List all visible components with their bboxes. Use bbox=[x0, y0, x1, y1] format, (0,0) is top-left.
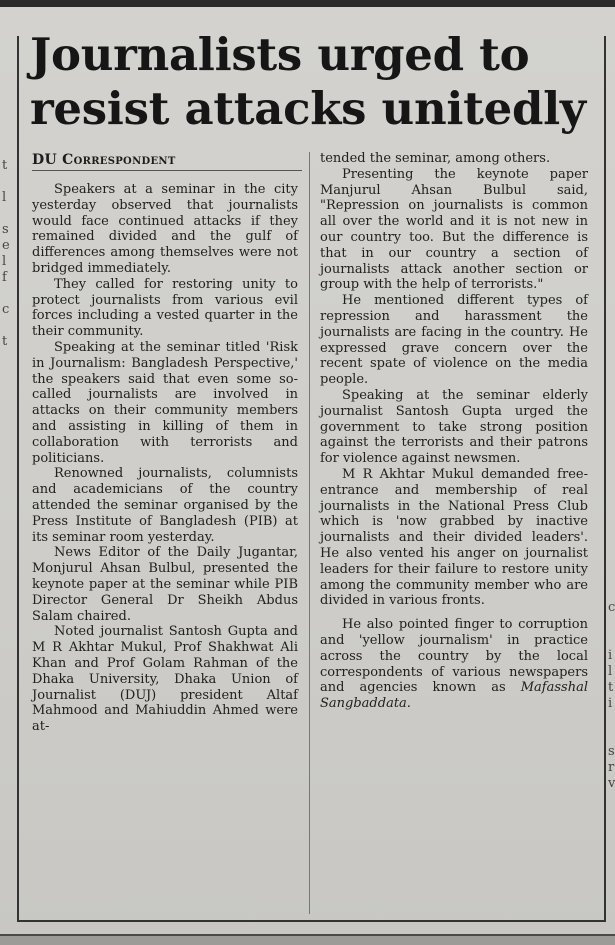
top-rule bbox=[0, 0, 615, 7]
frame-right-rule bbox=[604, 36, 606, 922]
paragraph: They called for restoring unity to protect journalists from various evil forces including a vested quarter in the their community. bbox=[32, 276, 298, 340]
paragraph-continuation: tended the seminar, among others. bbox=[320, 151, 551, 166]
paragraph: Speaking at the seminar elderly journalist Santosh Gupta urged the government to take strong position against the terrorists and their patrons for violence against newsmen. bbox=[320, 387, 588, 467]
paragraph: News Editor of the Daily Jugantar, Monjurul Ahsan Bulbul, presented the keynote paper at the seminar while PIB Director General Dr Sheikh Abdus Salam chaired. bbox=[32, 545, 298, 624]
paragraph: Noted journalist Santosh Gupta and M R Akhtar Mukul, Prof Shakhwat Ali Khan and Prof Golam Rahman of the Dhaka University, Dhaka Union of Journalist (DUJ) president Altaf Mahmood and Mahiuddin Ahmed were at- bbox=[32, 624, 298, 735]
article-column-right bbox=[320, 151, 588, 712]
headline: Journalists urged to resist attacks unitedly bbox=[30, 28, 586, 135]
frame-left-rule bbox=[17, 36, 19, 922]
frame-bottom-rule bbox=[17, 920, 606, 922]
paragraph: He mentioned different types of repression and harassment the journalists are facing in the country. He expressed grave concern over the recent spate of violence on the media people. bbox=[320, 293, 588, 388]
paragraph: Speaking at the seminar titled 'Risk in Journalism: Bangladesh Perspective,' the speakers said that even some so-called journalists are involved in attacks on their community members and assisting in killing of them in collaboration with terrorists and politicians. bbox=[32, 339, 298, 466]
newspaper-term: Mafasshal Sangbaddata. bbox=[320, 680, 588, 712]
byline: DU Correspondent bbox=[32, 152, 302, 171]
adjacent-article-fragment: c i l t i s r v bbox=[608, 600, 615, 791]
paragraph-text: He also pointed finger to corruption and 'yellow journalism' in practice across the country by the local correspondents of various newspapers and agencies known as bbox=[320, 617, 588, 696]
adjacent-article-fragment: t l s e l f c t bbox=[2, 158, 10, 349]
paragraph: M R Akhtar Mukul demanded free-entrance and membership of real journalists in the National Press Club which is 'now grabbed by inactive journalists and their divided leaders'. He also vented his anger on journalist leaders for their failure to restore unity among the community member who are divided in various fronts. bbox=[320, 466, 588, 609]
article-column-left bbox=[32, 182, 298, 735]
bottom-rule bbox=[0, 934, 615, 945]
paragraph: Renowned journalists, columnists and academicians of the country attended the seminar organised by the Press Institute of Bangladesh (PIB) at its seminar room yesterday. bbox=[32, 466, 298, 545]
paragraph: Speakers at a seminar in the city yesterday observed that journalists would face continued attacks if they remained divided and the gulf of differences among themselves were not bridged immediately. bbox=[32, 182, 298, 276]
paragraph-last bbox=[320, 617, 588, 712]
column-divider bbox=[309, 152, 310, 914]
paragraph: Presenting the keynote paper Manjurul Ahsan Bulbul said, "Repression on journalists is common all over the world and it is not new in our country too. But the difference is that in our country a section of journalists attack another section or group with the help of terrorists." bbox=[320, 166, 588, 293]
